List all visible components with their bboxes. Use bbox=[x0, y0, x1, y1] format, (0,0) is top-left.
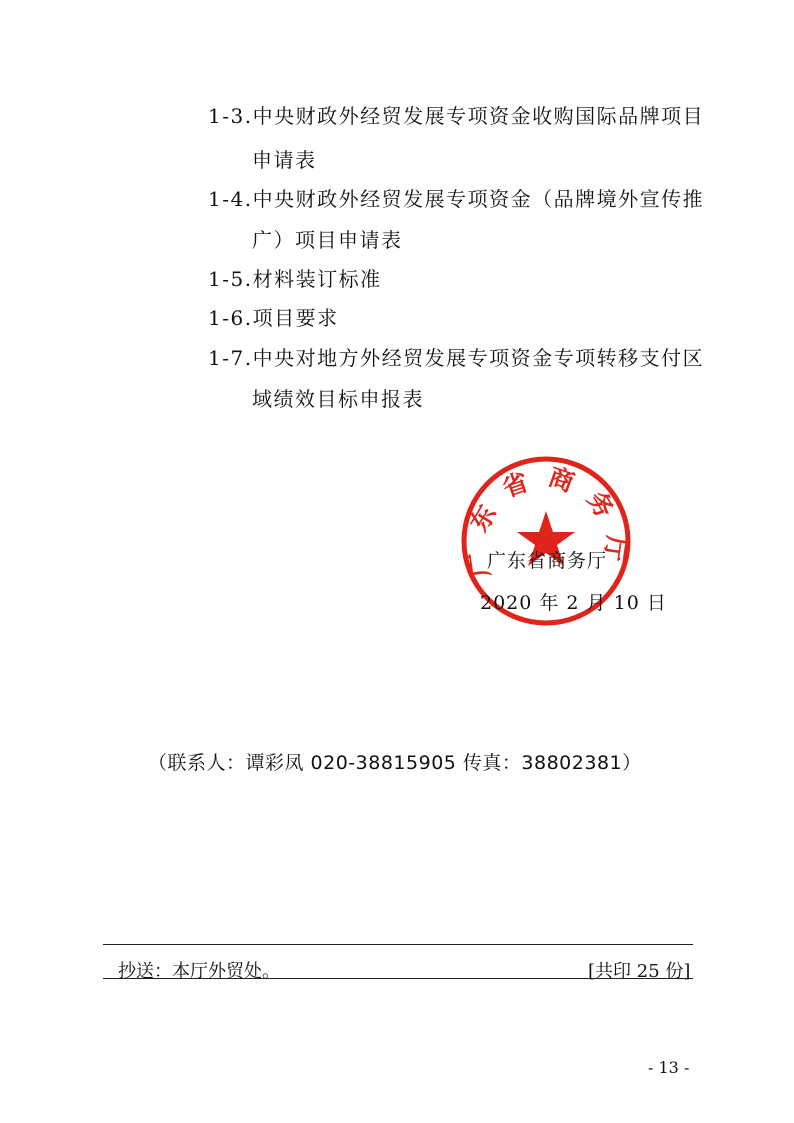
issuer-name: 广东省商务厅 bbox=[487, 550, 608, 572]
attachment-1-5: 1-5.材料装订标准 bbox=[208, 267, 382, 291]
attachment-1-3-line1: 1-3.中央财政外经贸发展专项资金收购国际品牌项目 bbox=[208, 104, 705, 128]
attachment-1-3-line2: 申请表 bbox=[252, 148, 317, 172]
page-number: - 13 - bbox=[648, 1058, 690, 1077]
attachment-1-4-line2: 广）项目申请表 bbox=[252, 228, 403, 252]
attachment-1-7-line1: 1-7.中央对地方外经贸发展专项资金专项转移支付区 bbox=[208, 346, 705, 370]
issue-date: 2020 年 2 月 10 日 bbox=[480, 592, 667, 614]
attachment-1-4-line1: 1-4.中央财政外经贸发展专项资金（品牌境外宣传推 bbox=[208, 187, 705, 211]
copies-count: [共印 25 份] bbox=[588, 961, 691, 982]
attachment-1-6: 1-6.项目要求 bbox=[208, 306, 339, 330]
footer-top-rule bbox=[103, 944, 693, 945]
cc-recipients: 抄送：本厅外贸处。 bbox=[118, 961, 280, 982]
svg-text:广东省商务厅: 广东省商务厅 bbox=[460, 461, 632, 580]
contact-info: （联系人：谭彩凤 020-38815905 传真：38802381） bbox=[148, 752, 642, 774]
attachment-1-7-line2: 域绩效目标申报表 bbox=[252, 387, 424, 411]
footer-bottom-rule bbox=[103, 978, 693, 979]
